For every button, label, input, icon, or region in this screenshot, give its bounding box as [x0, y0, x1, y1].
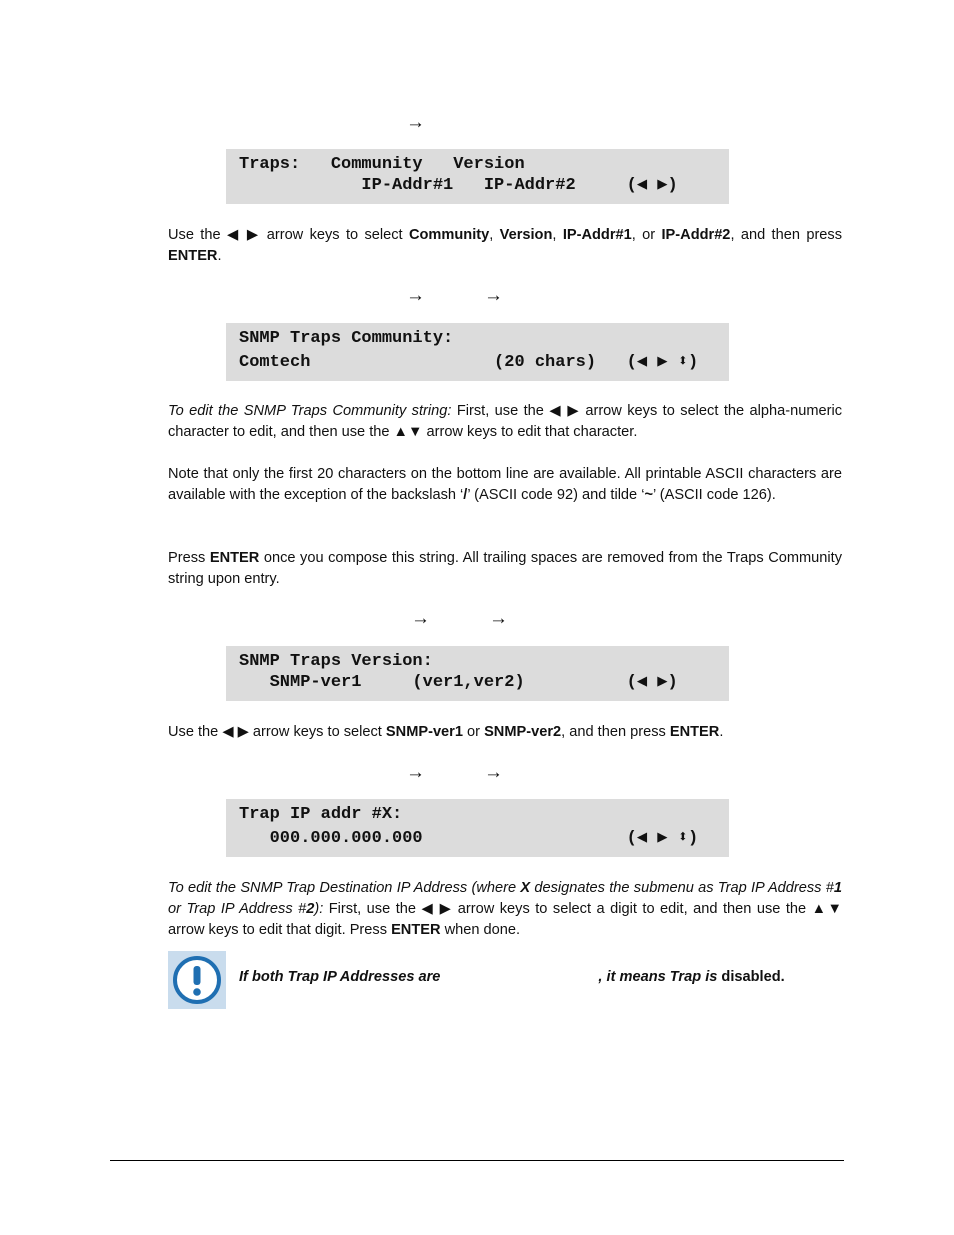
footer-rule: [110, 1160, 844, 1161]
lcd-traps-version: [226, 646, 729, 701]
para-edit-ip: To edit the SNMP Trap Destination IP Address (where X designates the submenu as Trap IP Address #1 or Trap IP Address #2): First, use the ◀ ▶ arrow keys to select a digit to edit, and then use the ▲▼ arrow keys to edit that digit. Press ENTER when done.: [168, 880, 842, 938]
nav-arrow-icon: →: [406, 112, 425, 133]
lcd-line-2: 000.000.000.000 (◀ ▶ ⬍): [239, 829, 699, 848]
lcd-traps-community: [226, 323, 729, 381]
para-edit-community: To edit the SNMP Traps Community string: First, use the ◀ ▶ arrow keys to select the alpha-numeric character to edit, and then use the ▲▼ arrow keys to edit that character.: [168, 403, 842, 440]
para-press-enter: Press ENTER once you compose this string. All trailing spaces are removed from the Traps Community string upon entry.: [168, 550, 843, 587]
lcd-traps-menu: [226, 149, 729, 204]
nav-arrow-icon: →: [484, 285, 503, 306]
nav-arrow-icon: →: [411, 608, 430, 629]
lcd-line-2: SNMP-ver1 (ver1,ver2) (◀ ▶): [239, 673, 678, 692]
lcd-line-1: SNMP Traps Version:: [239, 652, 433, 671]
lcd-line-1: Trap IP addr #X:: [239, 805, 403, 824]
lcd-line-2: IP-Addr#1 IP-Addr#2 (◀ ▶): [239, 176, 678, 195]
lcd-line-2: Comtech (20 chars) (◀ ▶ ⬍): [239, 353, 699, 372]
exclamation-icon: [168, 951, 226, 1009]
nav-arrow-icon: →: [406, 285, 425, 306]
nav-arrow-icon: →: [484, 762, 503, 783]
nav-arrow-icon: →: [406, 762, 425, 783]
lcd-line-1: SNMP Traps Community:: [239, 329, 454, 348]
para-note-characters: Note that only the first 20 characters on the bottom line are available. All printable ASCII characters are available with the exception of the backslash ‘/’ (ASCII code 92) and tilde ‘~’ (ASCII code 126).: [168, 466, 842, 503]
para-select-traps: Use the ◀ ▶ arrow keys to select Community, Version, IP-Addr#1, or IP-Addr#2, and then press ENTER.: [168, 227, 843, 264]
nav-arrow-icon: →: [489, 608, 508, 629]
lcd-line-1: Traps: Community Version: [239, 155, 525, 174]
lcd-trap-ip-addr: [226, 799, 729, 857]
para-select-version: Use the ◀ ▶ arrow keys to select SNMP-ver1 or SNMP-ver2, and then press ENTER.: [168, 724, 724, 740]
notice-box: [168, 951, 226, 1009]
notice-text: If both Trap IP Addresses are , it means Trap is disabled.: [239, 969, 785, 985]
